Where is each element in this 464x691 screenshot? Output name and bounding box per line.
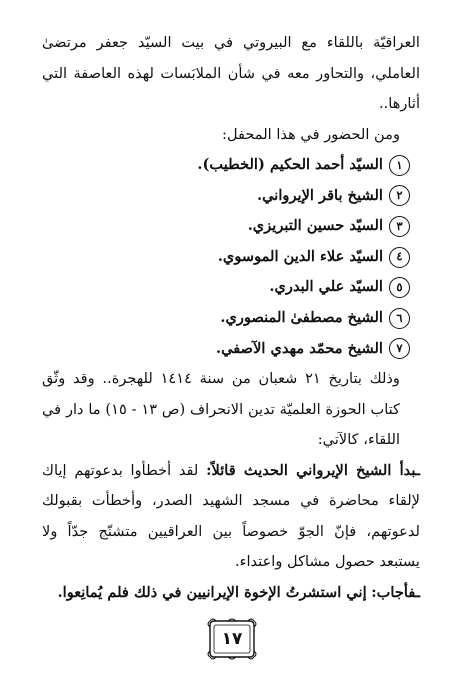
- list-item: [42, 150, 420, 181]
- list-item: [42, 242, 420, 273]
- attendee-name: الشيخ باقر الإيرواني.: [257, 186, 383, 204]
- circled-number: ٤: [389, 247, 410, 268]
- circled-number: ٢: [389, 185, 410, 206]
- circled-number: ٦: [389, 308, 410, 329]
- page-number-text: ١٧: [221, 629, 243, 649]
- circled-number: ١: [389, 155, 410, 176]
- list-item: [42, 272, 420, 303]
- attendee-name: السيّد أحمد الحكيم (الخطيب).: [197, 156, 383, 174]
- circled-number: ٥: [389, 277, 410, 298]
- paragraph-4: [42, 456, 420, 578]
- paragraph-3: وذلك بتاريخ ٢١ شعبان من سنة ١٤١٤ للهجرة.. وقد وثّق كتاب الحوزة العلميّة تدين الانحراف (ص ١٣ - ١٥) ما دار في اللقاء، كالآتي:: [42, 370, 400, 449]
- page-number: [205, 617, 259, 661]
- attendee-name: الشيخ محمّد مهدي الآصفي.: [216, 339, 383, 357]
- attendee-name: الشيخ مصطفىٰ المنصوري.: [220, 309, 383, 327]
- list-item: [42, 303, 420, 334]
- list-item: [42, 181, 420, 212]
- body-text: [42, 28, 420, 608]
- speaker-lead: ـفأجاب:: [371, 583, 420, 601]
- paragraph-1: العراقيّة باللقاء مع البيروتي في بيت السيّد جعفر مرتضىٰ العاملي، والتحاور معه في شأن الملابَسات لهذه العاصفة التي أثارها..: [42, 34, 420, 112]
- circled-number: ٧: [389, 338, 410, 359]
- attendee-name: السيّد علي البدري.: [269, 278, 383, 296]
- list-item: [42, 211, 420, 242]
- quote-text: لقد أخطأوا بدعوتهم إياك لإلقاء محاضرة في مسجد الشهيد الصدر، وأخطأت بقبولك لدعوتهم، فإنّ الجوّ خصوصاً بين العراقيين متشنّج جدّاً ولا يستبعد حصول مشاكل واعتداء.: [42, 461, 420, 571]
- attendee-name: السيّد علاء الدين الموسوي.: [217, 247, 383, 265]
- list-item: [42, 334, 420, 365]
- paragraph-2: ومن الحضور في هذا المحفل:: [222, 125, 400, 143]
- circled-number: ٣: [389, 216, 410, 237]
- quote-text: إني استشرتُ الإخوة الإيرانيين في ذلك فلم يُمانِعوا.: [57, 583, 367, 601]
- paragraph-5: [42, 578, 420, 609]
- attendee-list: [42, 150, 420, 364]
- attendee-name: السيّد حسين التبريزي.: [247, 217, 383, 235]
- speaker-lead: ـبدأ الشيخ الإيرواني الحديث قائلاً:: [206, 461, 420, 479]
